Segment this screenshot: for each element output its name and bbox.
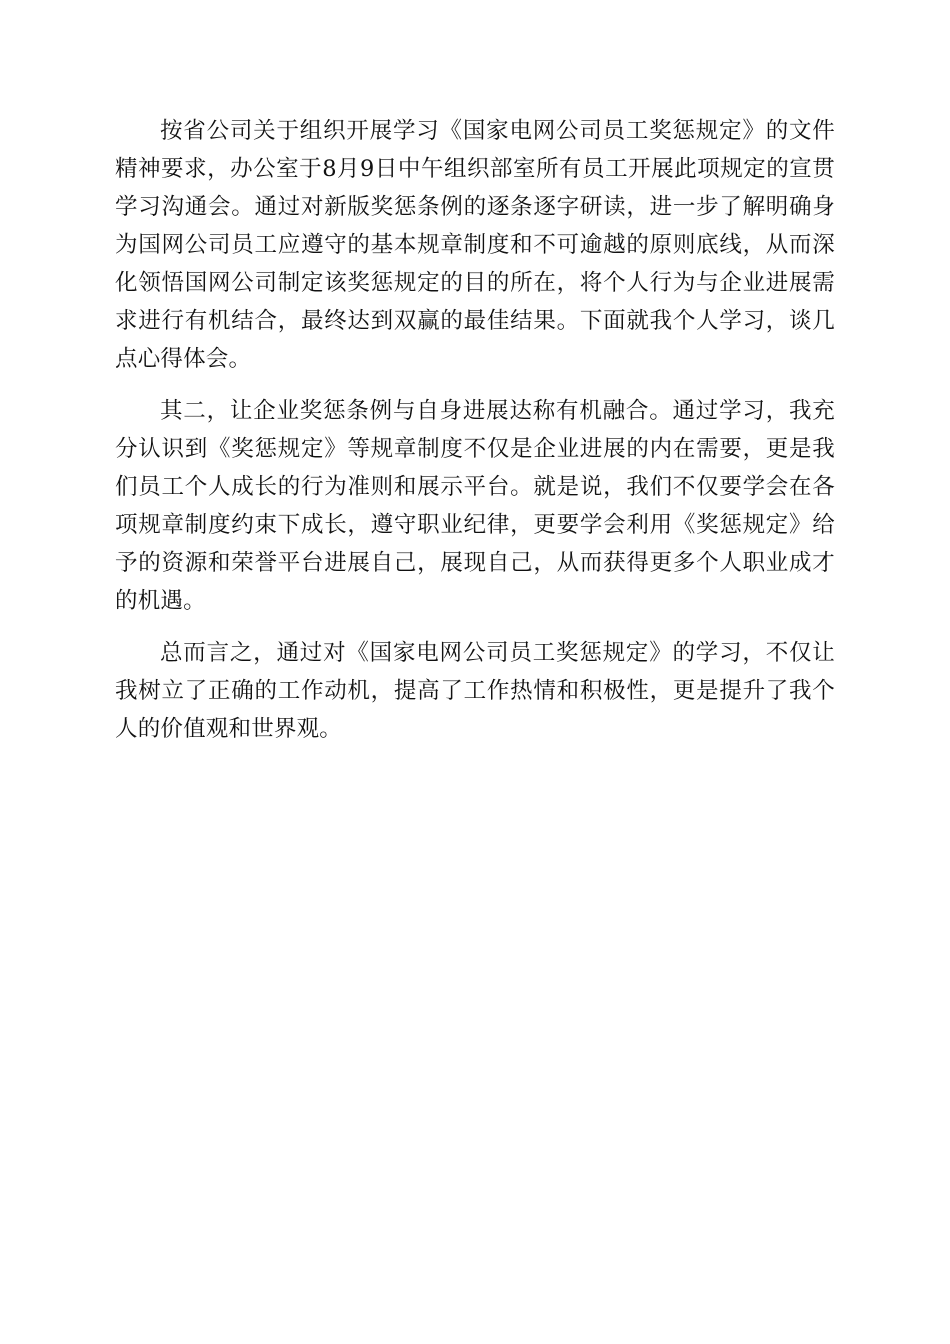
document-page <box>115 112 835 748</box>
paragraph-intro: 按省公司关于组织开展学习《国家电网公司员工奖惩规定》的文件精神要求，办公室于8月9日中午组织部室所有员工开展此项规定的宣贯学习沟通会。通过对新版奖惩条例的逐条逐字研读，进一步了解明确身为国网公司员工应遵守的基本规章制度和不可逾越的原则底线，从而深化领悟国网公司制定该奖惩规定的目的所在，将个人行为与企业进展需求进行有机结合，最终达到双赢的最佳结果。下面就我个人学习，谈几点心得体会。 <box>115 118 835 372</box>
paragraph-conclusion: 总而言之，通过对《国家电网公司员工奖惩规定》的学习，不仅让我树立了正确的工作动机，提高了工作热情和积极性，更是提升了我个人的价值观和世界观。 <box>115 640 835 742</box>
paragraph-second-point: 其二，让企业奖惩条例与自身进展达称有机融合。通过学习，我充分认识到《奖惩规定》等规章制度不仅是企业进展的内在需要，更是我们员工个人成长的行为准则和展示平台。就是说，我们不仅要学会在各项规章制度约束下成长，遵守职业纪律，更要学会利用《奖惩规定》给予的资源和荣誉平台进展自己，展现自己，从而获得更多个人职业成才的机遇。 <box>115 398 835 614</box>
